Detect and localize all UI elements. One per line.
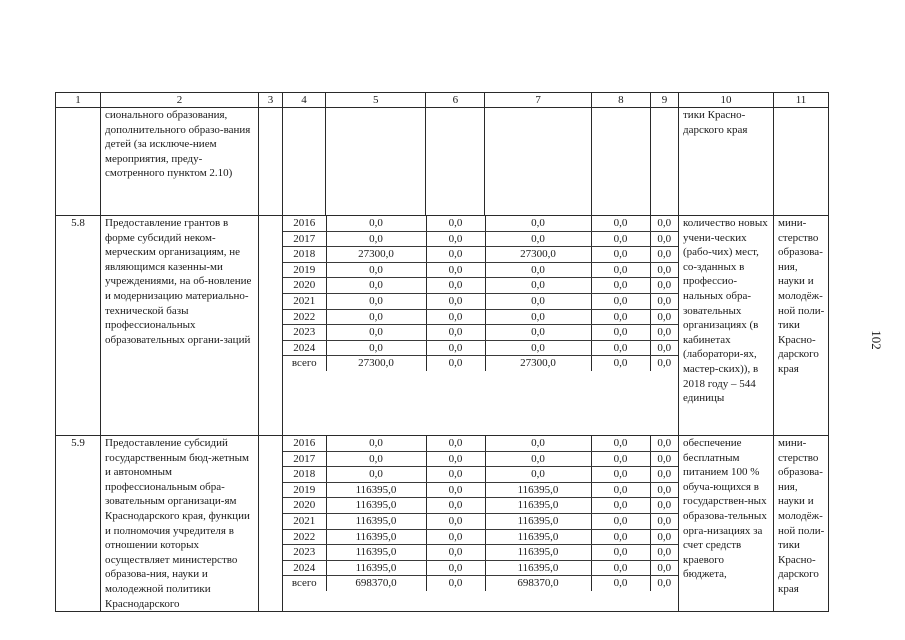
regional-amount-cell: 116395,0 (485, 529, 591, 545)
federal-amount-cell: 0,0 (426, 436, 485, 451)
col-header-8: 8 (591, 93, 650, 108)
total-amount-cell: 116395,0 (326, 482, 426, 498)
other-amount-cell: 0,0 (650, 325, 678, 341)
year-cell: 2019 (283, 482, 326, 498)
regional-amount-cell: 0,0 (485, 325, 591, 341)
responsible-executor: мини-стерство образова-ния, науки и молодёж-ной поли-тики Красно-дарского края (774, 216, 829, 436)
other-amount-cell: 0,0 (650, 451, 678, 467)
regional-amount-cell: 116395,0 (485, 498, 591, 514)
year-cell: 2020 (283, 498, 326, 514)
regional-amount-cell: 0,0 (485, 231, 591, 247)
year-cell: 2018 (283, 467, 326, 483)
year-cell: 2023 (283, 325, 326, 341)
federal-amount-cell: 0,0 (426, 545, 485, 561)
total-amount-cell: 0,0 (326, 340, 426, 356)
total-amount-cell: 0,0 (326, 309, 426, 325)
other-amount-cell: 0,0 (657, 577, 672, 590)
other-amount-cell: 0,0 (650, 231, 678, 247)
measure-number: 5.8 (56, 216, 101, 436)
col-header-2: 2 (101, 93, 259, 108)
local-amount-cell: 0,0 (591, 576, 650, 591)
total-amount-cell: 0,0 (326, 436, 426, 451)
local-amount-cell: 0,0 (591, 356, 650, 371)
federal-amount-cell: 0,0 (426, 576, 485, 591)
other-amount-cell: 0,0 (657, 357, 672, 370)
other-amount-cell: 0,0 (650, 529, 678, 545)
total-amount-cell: 116395,0 (326, 513, 426, 529)
cont-num-cell (56, 108, 101, 216)
local-amount-cell: 0,0 (591, 340, 650, 356)
year-cell: 2024 (283, 560, 326, 576)
local-amount-cell: 0,0 (591, 216, 650, 231)
federal-amount-cell: 0,0 (426, 216, 485, 231)
other-amount-cell: 0,0 (650, 216, 678, 231)
local-amount-cell: 0,0 (591, 262, 650, 278)
regional-amount-cell: 0,0 (485, 216, 591, 231)
other-amount-cell: 0,0 (650, 293, 678, 309)
other-amount-cell: 0,0 (650, 247, 678, 263)
local-amount-cell: 0,0 (591, 325, 650, 341)
regional-amount-cell: 0,0 (485, 467, 591, 483)
col-header-10: 10 (679, 93, 774, 108)
other-amount-cell: 0,0 (650, 278, 678, 294)
col-header-4: 4 (283, 93, 326, 108)
year-cell: 2018 (283, 247, 326, 263)
funding-breakdown-cell (283, 216, 679, 436)
year-row (283, 576, 678, 591)
other-amount-cell: 0,0 (650, 436, 678, 451)
cont-description: сионального образования, дополнительного образо-вания детей (за исключе-нием мероприятия, преду-смотренного пунктом 2.10) (101, 108, 259, 216)
year-row (283, 467, 678, 483)
year-row (283, 529, 678, 545)
federal-amount-cell: 0,0 (426, 278, 485, 294)
regional-amount-cell: 116395,0 (485, 482, 591, 498)
local-amount-cell: 0,0 (591, 231, 650, 247)
responsible-executor: мини-стерство образова-ния, науки и молодёж-ной поли-тики Красно-дарского края (774, 436, 829, 612)
federal-amount-cell: 0,0 (426, 560, 485, 576)
column-number-row (56, 93, 829, 108)
total-amount-cell: 27300,0 (326, 356, 426, 371)
total-amount-cell: 116395,0 (326, 529, 426, 545)
year-row (283, 262, 678, 278)
year-row (283, 436, 678, 451)
local-amount-cell: 0,0 (591, 436, 650, 451)
year-cell: 2019 (283, 262, 326, 278)
total-amount-cell: 0,0 (326, 231, 426, 247)
year-row (283, 309, 678, 325)
regional-amount-cell: 27300,0 (485, 356, 591, 371)
year-row (283, 560, 678, 576)
cont-empty-4 (283, 108, 326, 216)
year-row (283, 513, 678, 529)
local-amount-cell: 0,0 (591, 467, 650, 483)
cont-empty-6 (426, 108, 485, 216)
col-header-11: 11 (774, 93, 829, 108)
other-amount-cell: 0,0 (650, 309, 678, 325)
year-row (283, 356, 678, 371)
year-cell: 2021 (283, 293, 326, 309)
regional-amount-cell: 116395,0 (485, 513, 591, 529)
funding-by-year-table (283, 436, 678, 591)
year-cell: 2017 (283, 451, 326, 467)
year-row (283, 293, 678, 309)
col-header-5: 5 (326, 93, 426, 108)
funding-breakdown-cell (283, 436, 679, 612)
total-amount-cell: 0,0 (326, 293, 426, 309)
year-row (283, 247, 678, 263)
year-row (283, 231, 678, 247)
local-amount-cell: 0,0 (591, 247, 650, 263)
cont-empty-9 (650, 108, 678, 216)
col-header-6: 6 (426, 93, 485, 108)
col-header-3: 3 (259, 93, 283, 108)
total-amount-cell: 0,0 (326, 216, 426, 231)
total-amount-cell: 116395,0 (326, 560, 426, 576)
federal-amount-cell: 0,0 (426, 356, 485, 371)
funding-by-year-table (283, 216, 678, 371)
year-row (283, 278, 678, 294)
federal-amount-cell: 0,0 (426, 293, 485, 309)
total-amount-cell: 116395,0 (326, 545, 426, 561)
year-cell: 2016 (283, 216, 326, 231)
program-table (55, 92, 829, 612)
local-amount-cell: 0,0 (591, 278, 650, 294)
federal-amount-cell: 0,0 (426, 513, 485, 529)
year-cell: 2017 (283, 231, 326, 247)
cont-empty-3 (259, 108, 283, 216)
year-row (283, 451, 678, 467)
year-cell: 2024 (283, 340, 326, 356)
regional-amount-cell: 0,0 (485, 451, 591, 467)
other-amount-cell: 0,0 (650, 340, 678, 356)
other-amount-cell: 0,0 (650, 262, 678, 278)
regional-amount-cell: 0,0 (485, 293, 591, 309)
other-amount-cell: 0,0 (650, 545, 678, 561)
year-cell: 2016 (283, 436, 326, 451)
regional-amount-cell: 27300,0 (485, 247, 591, 263)
regional-amount-cell: 0,0 (485, 309, 591, 325)
continuation-row (56, 108, 829, 216)
cont-result: тики Красно-дарского края (679, 108, 774, 216)
federal-amount-cell: 0,0 (426, 247, 485, 263)
total-amount-cell: 0,0 (326, 451, 426, 467)
cont-empty-11 (774, 108, 829, 216)
cont-empty-5 (326, 108, 426, 216)
measure-col-3 (259, 436, 283, 612)
year-cell: 2023 (283, 545, 326, 561)
year-cell: всего (283, 356, 326, 371)
other-amount-cell: 0,0 (650, 513, 678, 529)
regional-amount-cell: 0,0 (485, 340, 591, 356)
year-row (283, 545, 678, 561)
regional-amount-cell: 0,0 (485, 278, 591, 294)
federal-amount-cell: 0,0 (426, 340, 485, 356)
measure-row (56, 216, 829, 436)
year-row (283, 498, 678, 514)
col-header-7: 7 (485, 93, 591, 108)
year-cell: 2022 (283, 529, 326, 545)
federal-amount-cell: 0,0 (426, 498, 485, 514)
other-amount-cell: 0,0 (650, 560, 678, 576)
cont-empty-7 (485, 108, 591, 216)
year-row (283, 482, 678, 498)
year-row (283, 216, 678, 231)
other-amount-cell: 0,0 (650, 467, 678, 483)
measure-description: Предоставление грантов в форме субсидий неком-мерческим организациям, не являющимся казенны-ми учреждениями, на об-новление и модернизацию материально-технической базы профессиональных образовательных органи-заций (101, 216, 259, 436)
expected-result: обеспечение бесплатным питанием 100 % обуча-ющихся в государствен-ных образова-тельных орга-низациях за счет средств краевого бюджета, (679, 436, 774, 612)
year-cell: 2022 (283, 309, 326, 325)
local-amount-cell: 0,0 (591, 545, 650, 561)
regional-amount-cell: 116395,0 (485, 560, 591, 576)
measure-description: Предоставление субсидий государственным бюд-жетным и автономным профессиональным обра-зовательным организаци-ям Краснодарского края, функции и полномочия учредителя в отношении которых осуществляет министерство образова-ния, науки и молодежной политики Краснодарского (101, 436, 259, 612)
federal-amount-cell: 0,0 (426, 325, 485, 341)
measure-number: 5.9 (56, 436, 101, 612)
local-amount-cell: 0,0 (591, 529, 650, 545)
local-amount-cell: 0,0 (591, 498, 650, 514)
federal-amount-cell: 0,0 (426, 529, 485, 545)
regional-amount-cell: 0,0 (485, 436, 591, 451)
cont-empty-8 (591, 108, 650, 216)
year-cell: всего (283, 576, 326, 591)
year-cell: 2021 (283, 513, 326, 529)
federal-amount-cell: 0,0 (426, 231, 485, 247)
expected-result: количество новых учени-ческих (рабо-чих) мест, со-зданных в профессио-нальных обра-зовательных организациях (в кабинетах (лаборатори-ях, мастер-ских)), в 2018 году – 544 единицы (679, 216, 774, 436)
local-amount-cell: 0,0 (591, 482, 650, 498)
col-header-9: 9 (650, 93, 678, 108)
total-amount-cell: 0,0 (326, 467, 426, 483)
local-amount-cell: 0,0 (591, 560, 650, 576)
page-number: 102 (868, 330, 884, 350)
measure-col-3 (259, 216, 283, 436)
regional-amount-cell: 116395,0 (485, 545, 591, 561)
local-amount-cell: 0,0 (591, 309, 650, 325)
total-amount-cell: 0,0 (326, 325, 426, 341)
total-amount-cell: 116395,0 (326, 498, 426, 514)
col-header-1: 1 (56, 93, 101, 108)
year-row (283, 325, 678, 341)
total-amount-cell: 0,0 (326, 262, 426, 278)
federal-amount-cell: 0,0 (426, 309, 485, 325)
total-amount-cell: 698370,0 (326, 576, 426, 591)
federal-amount-cell: 0,0 (426, 482, 485, 498)
federal-amount-cell: 0,0 (426, 467, 485, 483)
local-amount-cell: 0,0 (591, 513, 650, 529)
regional-amount-cell: 698370,0 (485, 576, 591, 591)
total-amount-cell: 27300,0 (326, 247, 426, 263)
local-amount-cell: 0,0 (591, 293, 650, 309)
federal-amount-cell: 0,0 (426, 451, 485, 467)
year-cell: 2020 (283, 278, 326, 294)
federal-amount-cell: 0,0 (426, 262, 485, 278)
year-row (283, 340, 678, 356)
measure-row (56, 436, 829, 612)
other-amount-cell: 0,0 (650, 498, 678, 514)
local-amount-cell: 0,0 (591, 451, 650, 467)
other-amount-cell: 0,0 (650, 482, 678, 498)
total-amount-cell: 0,0 (326, 278, 426, 294)
regional-amount-cell: 0,0 (485, 262, 591, 278)
